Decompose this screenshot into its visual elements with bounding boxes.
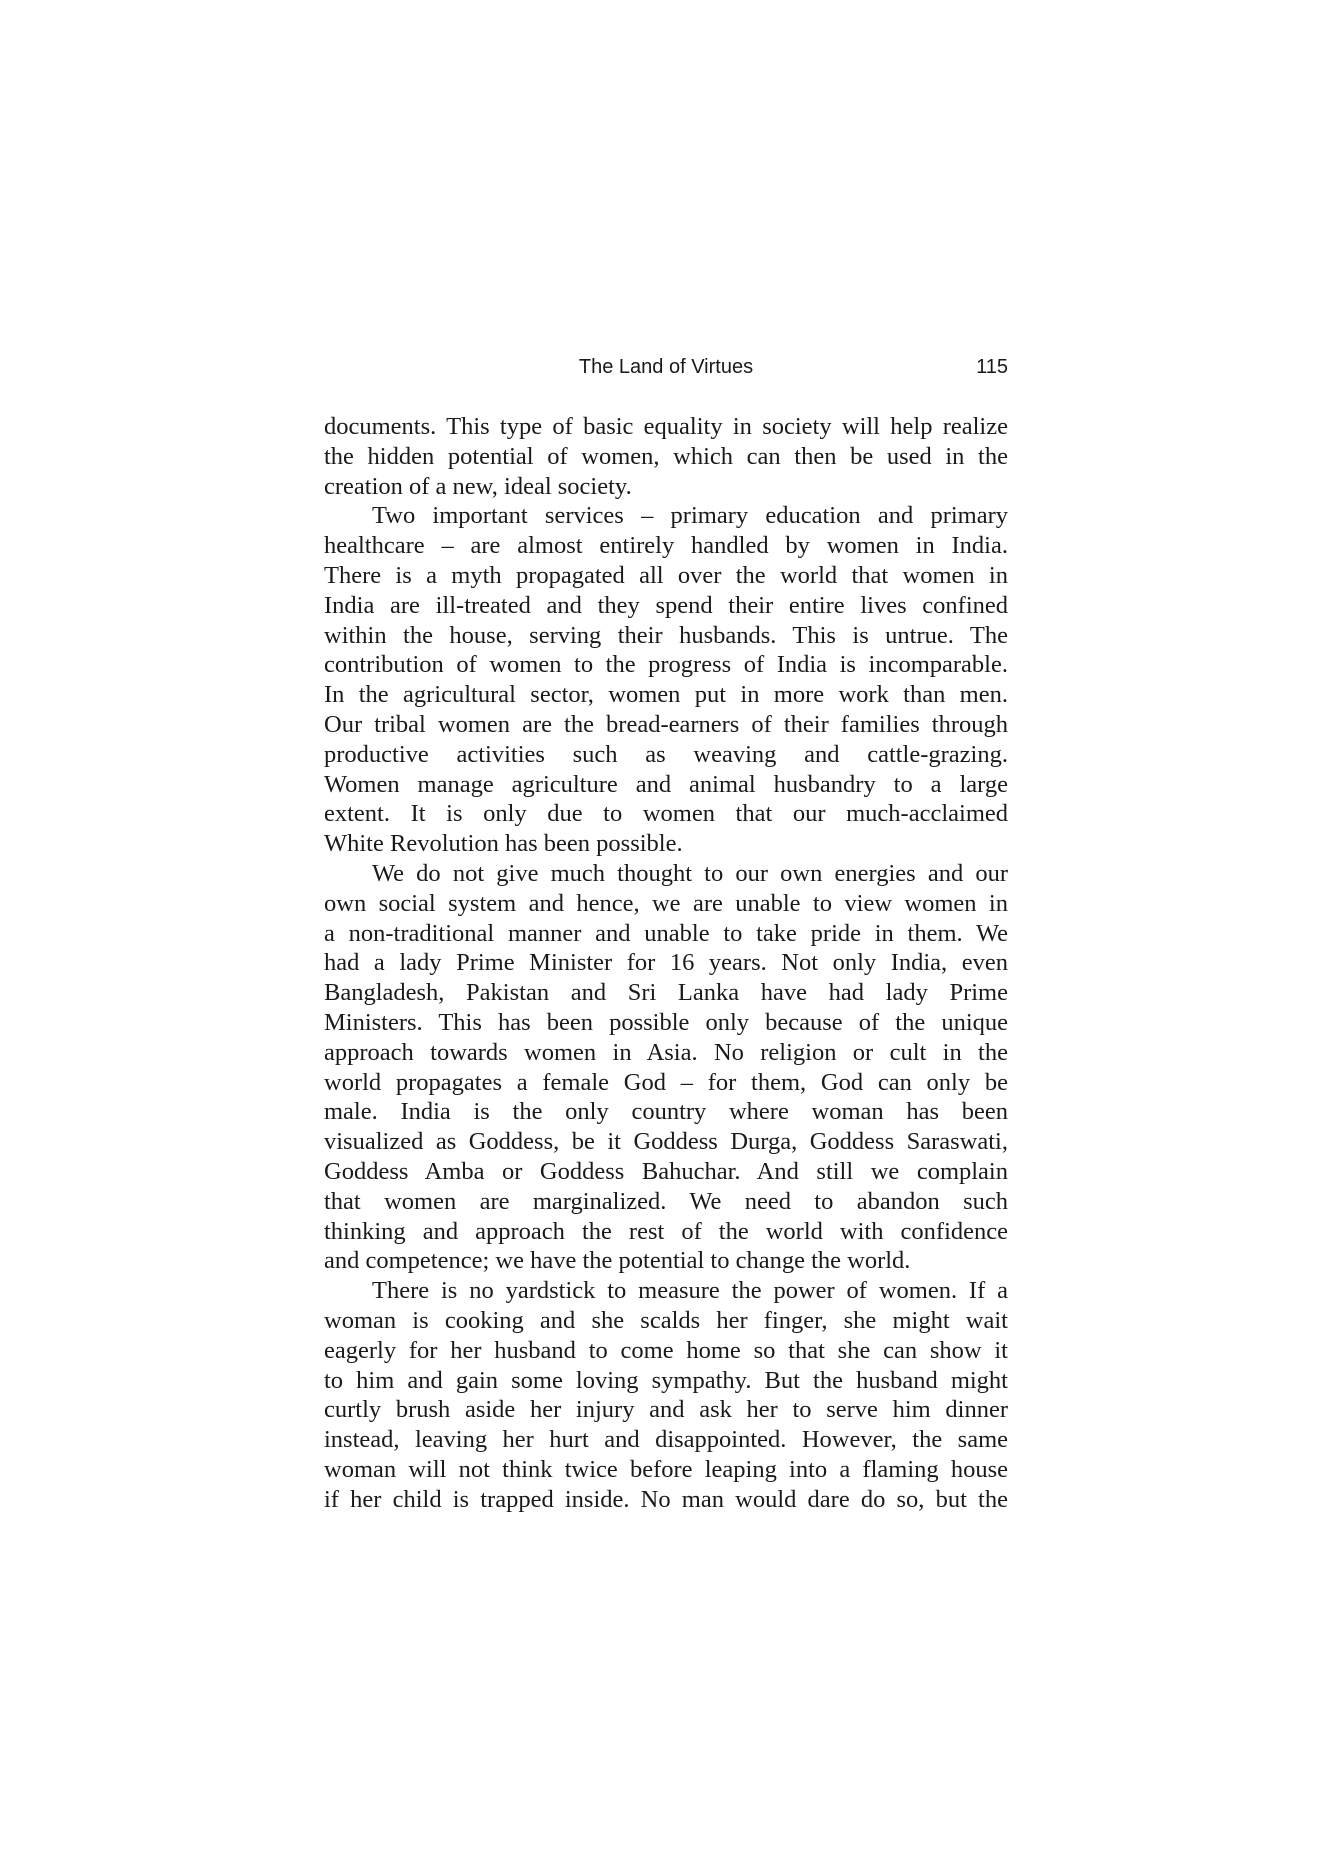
page-number: 115 [976,356,1008,378]
text-line: extent. It is only due to women that our much-acclaimed [324,800,1008,828]
body-text [324,412,1008,1514]
text-line: Two important services – primary education and primary [372,502,1008,530]
text-line: productive activities such as weaving and cattle-grazing. [324,740,1008,768]
text-line: curtly brush aside her injury and ask her to serve him dinner [324,1396,1008,1424]
text-line: thinking and approach the rest of the world with confidence [324,1217,1008,1245]
text-line: male. India is the only country where woman has been [324,1098,1008,1126]
text-line: that women are marginalized. We need to abandon such [324,1187,1008,1215]
text-line: eagerly for her husband to come home so that she can show it [324,1336,1008,1364]
text-line: White Revolution has been possible. [324,830,683,858]
text-line: within the house, serving their husbands. This is untrue. The [324,621,1008,649]
text-line: We do not give much thought to our own energies and our [372,859,1008,887]
text-line: instead, leaving her hurt and disappointed. However, the same [324,1426,1008,1454]
text-line: There is a myth propagated all over the world that women in [324,561,1008,589]
text-line: India are ill-treated and they spend their entire lives confined [324,591,1008,619]
text-line: creation of a new, ideal society. [324,472,632,500]
text-line: documents. This type of basic equality in society will help realize [324,413,1008,440]
text-line: approach towards women in Asia. No religion or cult in the [324,1038,1008,1066]
text-line: Goddess Amba or Goddess Bahuchar. And still we complain [324,1157,1008,1185]
text-line: In the agricultural sector, women put in more work than men. [324,681,1008,709]
text-line: healthcare – are almost entirely handled by women in India. [324,532,1008,560]
text-line: woman is cooking and she scalds her finger, she might wait [324,1306,1008,1334]
text-line: a non-traditional manner and unable to take pride in them. We [324,919,1008,947]
text-line: Women manage agriculture and animal husbandry to a large [324,770,1008,798]
text-line: woman will not think twice before leaping into a flaming house [324,1455,1008,1483]
text-line: visualized as Goddess, be it Goddess Durga, Goddess Saraswati, [324,1128,1008,1156]
running-title: The Land of Virtues [578,356,754,378]
text-line: Bangladesh, Pakistan and Sri Lanka have had lady Prime [324,979,1008,1007]
text-line: the hidden potential of women, which can then be used in the [324,442,1008,470]
text-line: own social system and hence, we are unable to view women in [324,889,1008,917]
text-line: if her child is trapped inside. No man would dare do so, but the [324,1485,1008,1513]
text-line: Ministers. This has been possible only because of the unique [324,1008,1008,1036]
text-line: and competence; we have the potential to change the world. [324,1247,911,1275]
text-line: There is no yardstick to measure the power of women. If a [372,1277,1008,1305]
running-header [324,356,1008,382]
text-line: world propagates a female God – for them, God can only be [324,1068,1008,1096]
text-line: to him and gain some loving sympathy. But the husband might [324,1366,1008,1394]
text-line: had a lady Prime Minister for 16 years. Not only India, even [324,949,1008,977]
text-line: Our tribal women are the bread-earners of their families through [324,710,1008,738]
text-line: contribution of women to the progress of India is incomparable. [324,651,1008,679]
